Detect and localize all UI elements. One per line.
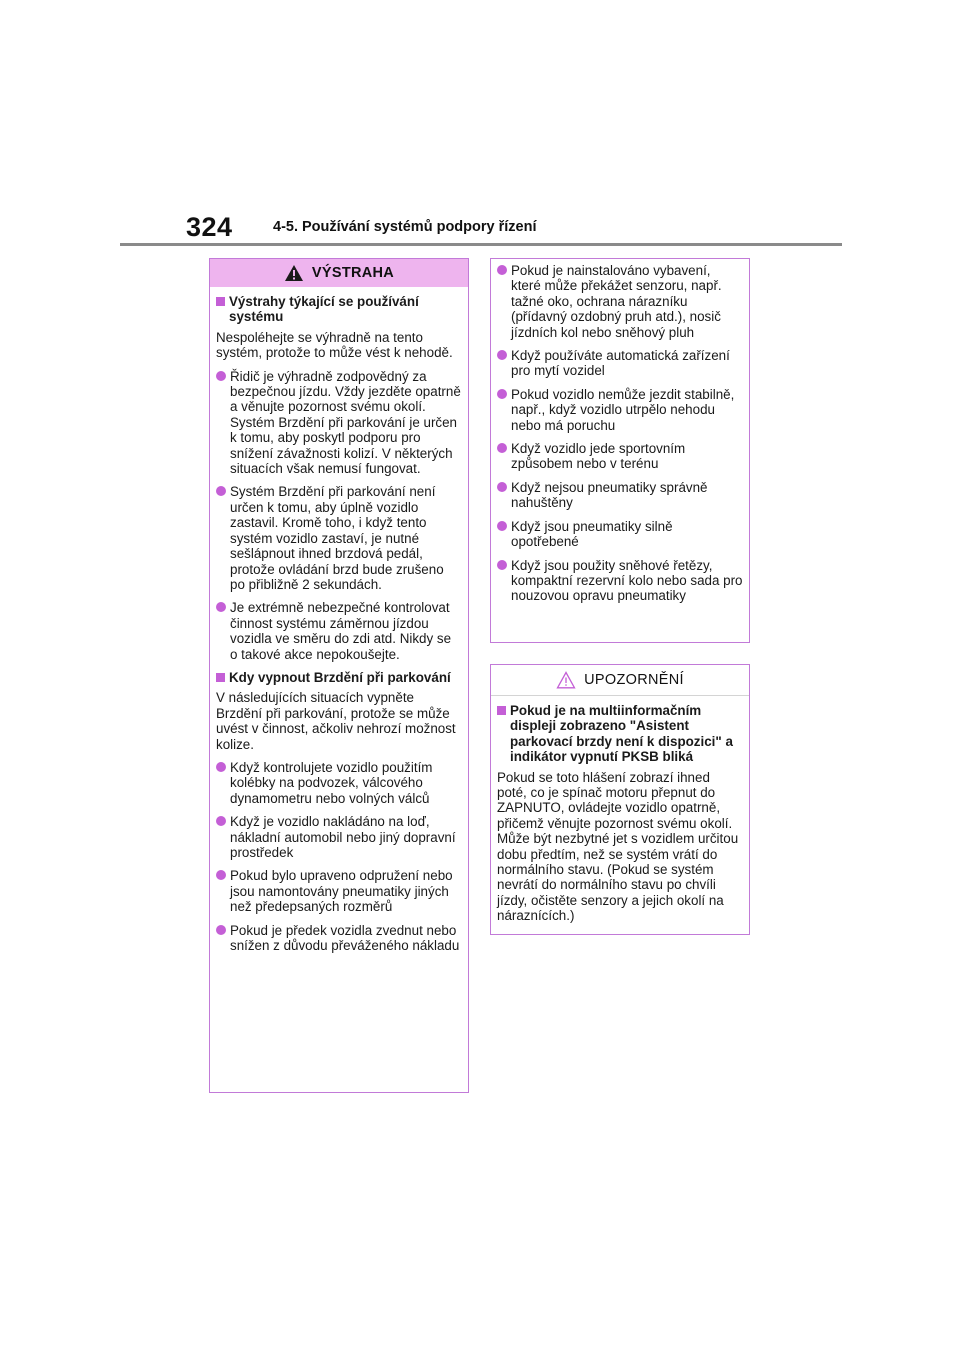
notice-title: UPOZORNĚNÍ — [584, 672, 684, 688]
warning-header — [210, 259, 468, 287]
list-item: Když kontrolujete vozidlo použitím kolébky na podvozek, válcového dynamometru nebo volných válců — [216, 760, 462, 806]
list-item: Řidič je výhradně zodpovědný za bezpečnou jízdu. Vždy jezděte opatrně a věnujte pozornost svému okolí. Systém Brzdění při parkování je určen k tomu, aby poskytl podporu pro snížení závažnosti kolizí. V některých situacích však nemusí fungovat. — [216, 369, 462, 477]
section-heading: Kdy vypnout Brzdění při parkování — [216, 670, 462, 685]
bullet-dot-icon — [216, 486, 226, 496]
bullet-dot-icon — [216, 870, 226, 880]
bullet-dot-icon — [216, 816, 226, 826]
section-heading: Výstrahy týkající se používání systému — [216, 294, 462, 325]
bullet-dot-icon — [216, 925, 226, 935]
list-item: Pokud je předek vozidla zvednut nebo snížen z důvodu převáženého nákladu — [216, 923, 462, 954]
list-item: Když je vozidlo nakládáno na loď, nákladní automobil nebo jiný dopravní prostředek — [216, 814, 462, 860]
bullet-dot-icon — [216, 762, 226, 772]
bullet-dot-icon — [497, 560, 507, 570]
list-item: Pokud je nainstalováno vybavení, které může překážet senzoru, např. tažné oko, ochrana nárazníku (přídavný ozdobný pruh atd.), nosič jízdních kol nebo sněhový pluh — [497, 263, 743, 340]
square-bullet-icon — [216, 297, 225, 306]
paragraph: Nespoléhejte se výhradně na tento systém, protože to může vést k nehodě. — [216, 329, 453, 361]
section-heading: Pokud je na multiinformačním displeji zobrazeno "Asistent parkovací brzdy není k dispozici" a indikátor vypnutí PKSB bliká — [497, 703, 743, 765]
paragraph: Pokud se toto hlášení zobrazí ihned poté, co je spínač motoru přepnut do ZAPNUTO, ovládejte vozidlo opatrně, přičemž věnujte pozornost svému okolí. Může být nezbytné jet s vozidlem určitou dobu předtím, než se systém vrátí do normálního stavu. (Pokud se systém nevrátí do normálního stavu po chvíli jízdy, očistěte senzory a jejich okolí na náraznících.) — [497, 769, 739, 924]
bullet-dot-icon — [216, 602, 226, 612]
warning-continued-box — [490, 258, 750, 643]
warning-box — [209, 258, 469, 1093]
warning-triangle-icon — [284, 264, 304, 282]
bullet-dot-icon — [497, 482, 507, 492]
notice-box — [490, 664, 750, 935]
list-item: Když používáte automatická zařízení pro mytí vozidel — [497, 348, 743, 379]
warning-body — [210, 287, 468, 967]
continued-body — [491, 259, 749, 618]
bullet-dot-icon — [497, 350, 507, 360]
bullet-dot-icon — [497, 389, 507, 399]
warning-title: VÝSTRAHA — [311, 265, 395, 281]
list-item: Pokud bylo upraveno odpružení nebo jsou namontovány pneumatiky jiných než předepsaných rozměrů — [216, 868, 462, 914]
header-divider — [120, 243, 842, 246]
list-item: Je extrémně nebezpečné kontrolovat činnost systému záměrnou jízdou vozidla ve směru do zdi atd. Nikdy se o takové akce nepokoušejte. — [216, 600, 462, 662]
list-item: Když jsou použity sněhové řetězy, kompaktní rezervní kolo nebo sada pro nouzovou opravu pneumatiky — [497, 558, 743, 604]
bullet-dot-icon — [497, 265, 507, 275]
list-item: Když nejsou pneumatiky správně nahuštěny — [497, 480, 743, 511]
notice-header — [491, 665, 749, 696]
page-number: 324 — [186, 212, 233, 242]
square-bullet-icon — [216, 673, 225, 682]
bullet-dot-icon — [216, 371, 226, 381]
list-item: Systém Brzdění při parkování není určen k tomu, aby úplně vozidlo zastavil. Kromě toho, i když tento systém vozidlo zastaví, je nutné sešlápnout ihned brzdová pedál, protože ovládání brzd bude zrušeno po přibližně 2 sekundách. — [216, 484, 462, 592]
paragraph: V následujících situacích vypněte Brzdění při parkování, protože se může uvést v činnost, ačkoliv nehrozí možnost kolize. — [216, 690, 456, 752]
list-item: Pokud vozidlo nemůže jezdit stabilně, např., když vozidlo utrpělo nehodu nebo má poruchu — [497, 387, 743, 433]
square-bullet-icon — [497, 706, 506, 715]
bullet-dot-icon — [497, 521, 507, 531]
caution-triangle-icon — [556, 671, 576, 689]
list-item: Když vozidlo jede sportovním způsobem nebo v terénu — [497, 441, 743, 472]
bullet-dot-icon — [497, 443, 507, 453]
list-item: Když jsou pneumatiky silně opotřebené — [497, 519, 743, 550]
section-title: 4-5. Používání systémů podpory řízení — [273, 219, 537, 235]
notice-body — [491, 696, 749, 938]
